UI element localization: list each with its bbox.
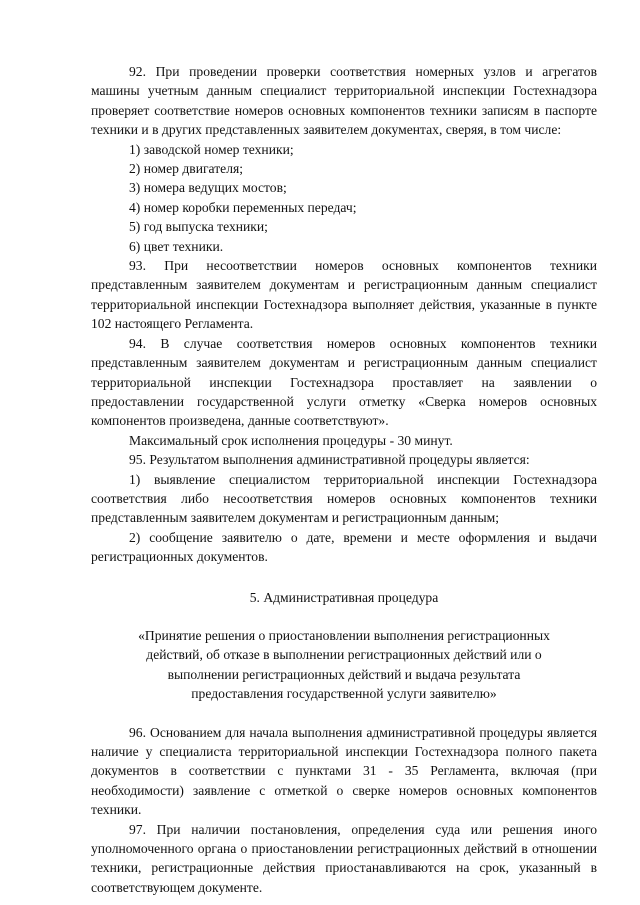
- section-subtitle-line: выполнении регистрационных действий и выдача результата: [167, 666, 521, 682]
- section-title: 5. Административная процедура: [249, 589, 439, 605]
- paragraph-92: 92. При проведении проверки соответствия номерных узлов и агрегатов машины учетным данным специалист территориальной инспекции Гостехнадзора проверяет соответствие номеров основных компонентов техники записям в паспорте техники и в других представленных заявителем документах, сверяя, в том числе:: [91, 64, 597, 138]
- paragraph-97: 97. При наличии постановления, определения суда или решения иного уполномоченного органа о приостановлении регистрационных действий в отношении техники, регистрационные действия приостанавливаются на срок, указанный в соответствующем документе.: [91, 821, 597, 895]
- section-subtitle-line: действий, об отказе в выполнении регистрационных действий или о: [146, 647, 542, 663]
- section-subtitle-line: предоставления государственной услуги заявителю»: [191, 686, 497, 702]
- list-item: 3) номера ведущих мостов;: [129, 180, 287, 196]
- document-page: [91, 62, 597, 897]
- list-item: 2) номер двигателя;: [129, 161, 244, 177]
- list-item: 1) заводской номер техники;: [129, 141, 294, 157]
- section-subtitle-line: «Принятие решения о приостановлении выполнения регистрационных: [138, 627, 550, 643]
- list-item: 4) номер коробки переменных передач;: [129, 199, 357, 215]
- paragraph-93: 93. При несоответствии номеров основных компонентов техники представленным заявителем документам и регистрационным данным специалист территориальной инспекции Гостехнадзора выполняет действия, указанные в пункте 102 настоящего Регламента.: [91, 258, 597, 332]
- list-item: 5) год выпуска техники;: [129, 219, 268, 235]
- paragraph-95: 95. Результатом выполнения административной процедуры является:: [129, 452, 530, 468]
- list-item: 6) цвет техники.: [129, 238, 224, 254]
- max-time-note: Максимальный срок исполнения процедуры - 30 минут.: [129, 432, 453, 448]
- list-item: 2) сообщение заявителю о дате, времени и месте оформления и выдачи регистрационных документов.: [91, 529, 597, 565]
- paragraph-94: 94. В случае соответствия номеров основных компонентов техники представленным заявителем документам и регистрационным данным специалист территориальной инспекции Гостехнадзора проставляет на заявлении о предоставлении государственной услуги отметку «Сверка номеров основных компонентов произведена, данные соответствуют».: [91, 335, 597, 429]
- list-item: 1) выявление специалистом территориальной инспекции Гостехнадзора соответствия либо несоответствия номеров основных компонентов техники представленным заявителем документам и регистрационным данным;: [91, 471, 597, 526]
- paragraph-96: 96. Основанием для начала выполнения административной процедуры является наличие у специалиста территориальной инспекции Гостехнадзора полного пакета документов в соответствии с пунктами 31 - 35 Регламента, включая (при необходимости) заявление с отметкой о сверке номеров основных компонентов техники.: [91, 724, 597, 818]
